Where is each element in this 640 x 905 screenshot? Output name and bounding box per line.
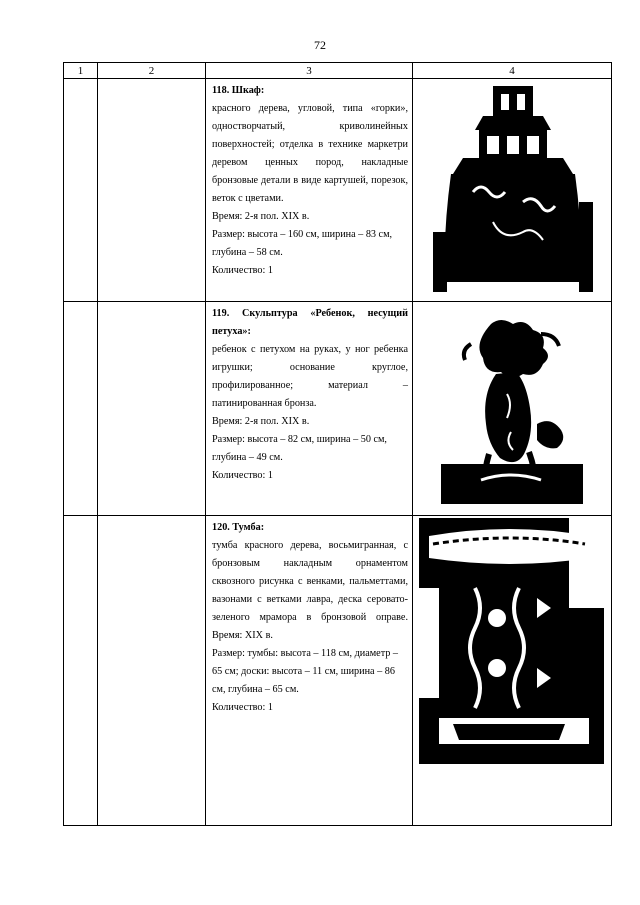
item-size: Размер: высота – 82 см, ширина – 50 см, глубина – 49 см. xyxy=(212,434,387,463)
item-description-cell xyxy=(206,79,413,302)
table-row xyxy=(64,302,612,516)
item-quantity: Количество: 1 xyxy=(212,470,273,481)
item-size: Размер: тумбы: высота – 118 см, диаметр – 65 см; доски: высота – 11 см, ширина – 86 см, глубина – 65 см. xyxy=(212,648,399,695)
item-title: 118. Шкаф: xyxy=(212,85,265,96)
pedestal-photo xyxy=(419,518,604,764)
item-title: 120. Тумба: xyxy=(212,522,265,533)
item-quantity: Количество: 1 xyxy=(212,265,273,276)
cell-empty xyxy=(64,302,98,516)
column-header: 2 xyxy=(98,63,206,79)
sculpture-photo xyxy=(441,314,583,504)
item-photo-cell xyxy=(413,79,612,302)
table-row xyxy=(64,79,612,302)
column-header: 3 xyxy=(206,63,413,79)
header-row xyxy=(64,63,612,79)
cell-empty xyxy=(98,302,206,516)
item-quantity: Количество: 1 xyxy=(212,702,273,713)
cabinet-photo xyxy=(433,82,593,292)
item-description: ребенок с петухом на руках, у ног ребенка игрушки; основание круглое, профилированное; материал – патинированная бронза. xyxy=(212,344,408,409)
cell-empty xyxy=(64,79,98,302)
table-row xyxy=(64,516,612,826)
cell-empty xyxy=(98,516,206,826)
cell-empty xyxy=(64,516,98,826)
item-time: Время: 2-я пол. XIX в. xyxy=(212,211,310,222)
item-photo-cell xyxy=(413,302,612,516)
item-description-cell xyxy=(206,516,413,826)
item-size: Размер: высота – 160 см, ширина – 83 см, глубина – 58 см. xyxy=(212,229,393,258)
column-header: 4 xyxy=(413,63,612,79)
item-photo-cell xyxy=(413,516,612,826)
column-header: 1 xyxy=(64,63,98,79)
cell-empty xyxy=(98,79,206,302)
item-description-cell xyxy=(206,302,413,516)
inventory-table xyxy=(63,62,612,826)
item-title: 119. Скульптура «Ребенок, несущий петуха»: xyxy=(212,308,408,337)
page-number: 72 xyxy=(314,38,326,52)
item-time: Время: 2-я пол. XIX в. xyxy=(212,416,310,427)
item-description: красного дерева, угловой, типа «горки», одностворчатый, криволинейных поверхностей; отделка в технике маркетри деревом ценных пород, накладные бронзовые детали в виде картушей, порезок, веток с цветами. xyxy=(212,103,408,204)
item-description: тумба красного дерева, восьмигранная, с бронзовым накладным орнаментом сквозного рисунка с венками, пальметтами, вазонами с ветками лавра, деска серовато-зеленого мрамора в бронзовой оправе. Время: XIX в. xyxy=(212,540,408,641)
